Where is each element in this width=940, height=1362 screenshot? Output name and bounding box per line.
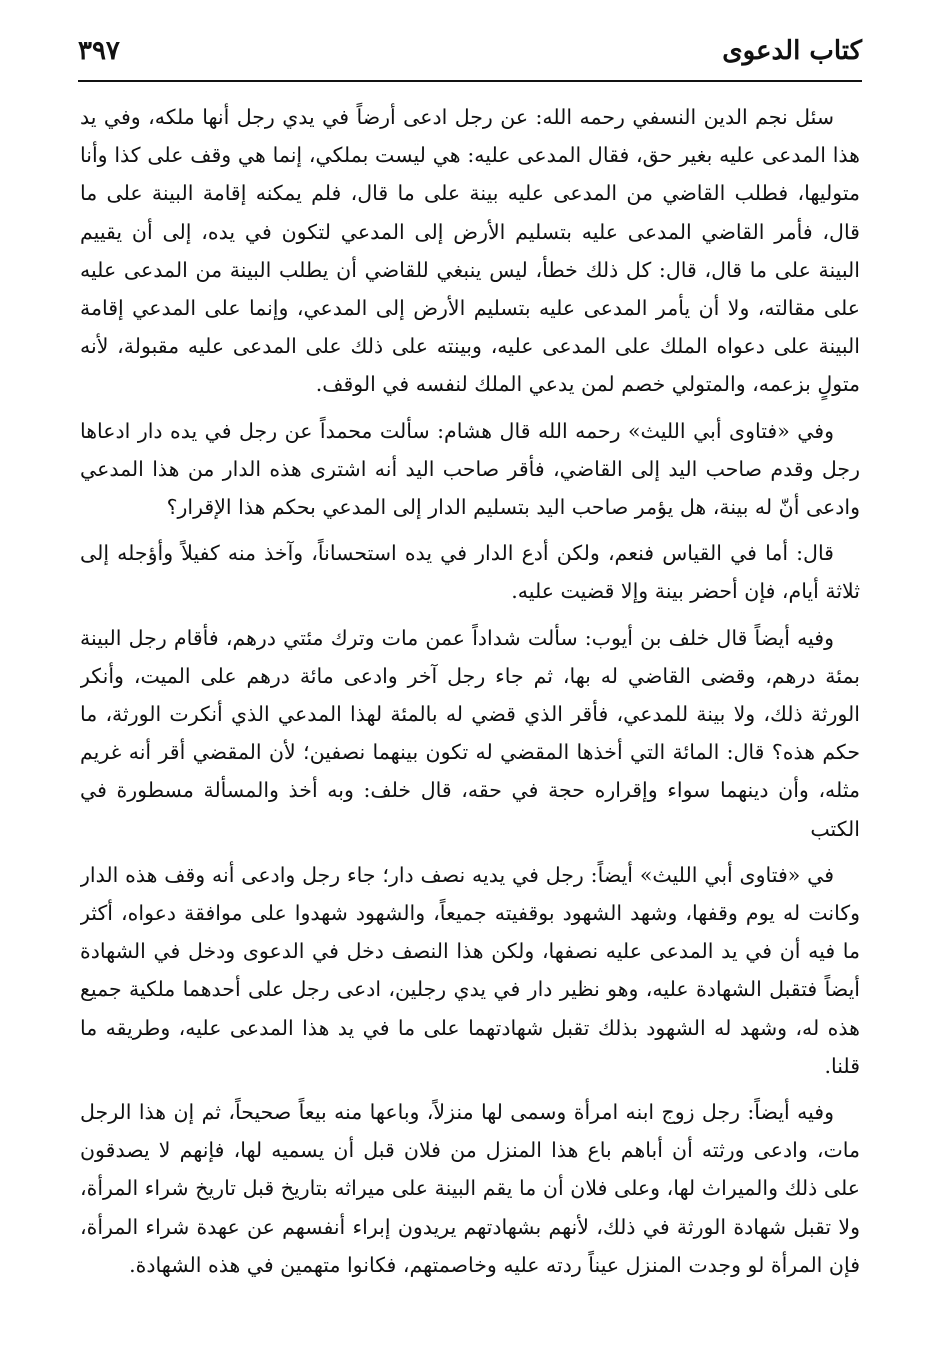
- page-number: ٣٩٧: [78, 36, 120, 66]
- paragraph: وفيه أيضاً قال خلف بن أيوب: سألت شداداً عمن مات وترك مئتي درهم، فأقام رجل البينة بمئة درهم، وقضى القاضي له بها، ثم جاء رجل آخر وادعى مائة درهم على الميت، وأنكر الورثة ذلك، ولا بينة للمدعي، فأقر الذي قضي له بالمئة لهذا المدعي الذي أنكرت الورثة، ما حكم هذه؟ قال: المائة التي أخذها المقضي له تكون بينهما نصفين؛ لأن المقضي أقر أنه غريم مثله، وأن دينهما سواء وإقراره حجة في حقه، قال خلف: وبه أخذ والمسألة مسطورة في الكتب: [80, 625, 860, 841]
- paragraph: في «فتاوى أبي الليث» أيضاً: رجل في يديه نصف دار؛ جاء رجل وادعى أنه وقف هذه الدار وكانت له يوم وقفها، وشهد الشهود بوقفيته جميعاً، والشهود شهدوا على موافقة دعواه، أكثر ما فيه أن في يد المدعى عليه نصفها، ولكن هذا النصف دخل في الدعوى ودخل في الشهادة أيضاً فتقبل الشهادة عليه، وهو نظير دار في يدي رجلين، ادعى رجل على أحدهما ملكية جميع هذه له، وشهد له الشهود بذلك تقبل شهادتهما على ما في يد هذا المدعى عليه، وطريقه ما قلنا.: [80, 862, 860, 1078]
- paragraph: وفي «فتاوى أبي الليث» رحمه الله قال هشام: سألت محمداً عن رجل في يده دار ادعاها رجل وقدم صاحب اليد إلى القاضي، فأقر صاحب اليد أنه اشترى هذه الدار من هذا المدعي وادعى أنّ له بينة، هل يؤمر صاحب اليد بتسليم الدار إلى المدعي بحكم هذا الإقرار؟: [80, 418, 860, 520]
- page-header: [78, 30, 862, 82]
- body-text: [80, 98, 860, 1348]
- book-title: كتاب الدعوى: [722, 36, 862, 66]
- paragraph: وفيه أيضاً: رجل زوج ابنه امرأة وسمى لها منزلاً، وباعها منه بيعاً صحيحاً، ثم إن هذا الرجل مات، وادعى ورثته أن أباهم باع هذا المنزل من فلان قبل أن يسميه لها، فإنهم لا يصدقون على ذلك والميراث لها، وعلى فلان أن ما يقم البينة على ميراثه بتاريخ قبل تاريخ شراء المرأة، ولا تقبل شهادة الورثة في ذلك، لأنهم بشهادتهم يريدون إبراء أنفسهم عن عهدة شراء المرأة، فإن المرأة لو وجدت المنزل عيناً ردته عليه وخاصمتهم، فكانوا متهمين في هذه الشهادة.: [80, 1100, 860, 1277]
- paragraph: سئل نجم الدين النسفي رحمه الله: عن رجل ادعى أرضاً في يدي رجل أنها ملكه، وفي يد هذا المدعى عليه بغير حق، فقال المدعى عليه: هي ليست بملكي، إنما هي وقف على كذا وأنا متوليها، فطلب القاضي من المدعى عليه بينة على ما قال، فلم يمكنه إقامة البينة على ما قال، فأمر القاضي المدعى عليه بتسليم الأرض إلى المدعي لتكون في يده، إلى أن يقييم البينة على ما قال، قال: كل ذلك خطأ، ليس ينبغي للقاضي أن يطلب البينة من المدعى عليه على مقالته، ولا أن يأمر المدعى عليه بتسليم الأرض إلى المدعي، وإنما على المدعي إقامة البينة على دعواه الملك على المدعى عليه، وبينته على ذلك على المدعى عليه مقبولة، لأنه متولٍ بزعمه، والمتولي خصم لمن يدعي الملك لنفسه في الوقف.: [80, 105, 860, 397]
- paragraph: قال: أما في القياس فنعم، ولكن أدع الدار في يده استحساناً، وآخذ منه كفيلاً وأؤجله إلى ثلاثة أيام، فإن أحضر بينة وإلا قضيت عليه.: [80, 541, 860, 604]
